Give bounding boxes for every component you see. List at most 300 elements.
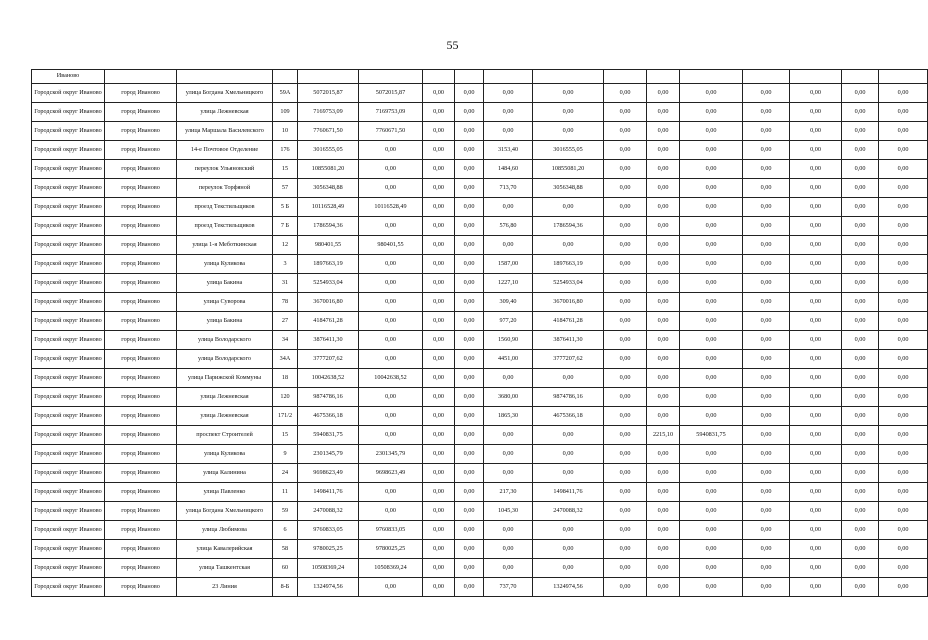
- table-cell: 0,00: [604, 445, 647, 464]
- table-cell: 0,00: [359, 388, 423, 407]
- table-cell: 0,00: [680, 84, 743, 103]
- table-cell: 0,00: [680, 331, 743, 350]
- table-cell: 9: [273, 445, 298, 464]
- table-row: [32, 559, 928, 578]
- table-cell: 2215,10: [647, 426, 680, 445]
- table-cell: 713,70: [484, 179, 533, 198]
- table-cell: 34: [273, 331, 298, 350]
- table-cell: улица Лежневская: [177, 388, 273, 407]
- table-cell: 0,00: [423, 293, 455, 312]
- table-cell: 9698623,49: [359, 464, 423, 483]
- table-cell: город Иваново: [105, 84, 177, 103]
- table-cell: 1786594,36: [298, 217, 359, 236]
- table-cell: 0,00: [423, 350, 455, 369]
- table-cell: 0,00: [423, 559, 455, 578]
- table-row: [32, 407, 928, 426]
- table-cell: 0,00: [484, 122, 533, 141]
- table-cell: 0,00: [423, 426, 455, 445]
- table-row: [32, 293, 928, 312]
- table-cell: 5940831,75: [298, 426, 359, 445]
- table-row: [32, 236, 928, 255]
- table-cell: 0,00: [879, 502, 928, 521]
- table-cell: город Иваново: [105, 312, 177, 331]
- table-row: [32, 160, 928, 179]
- table-cell: 9874786,16: [298, 388, 359, 407]
- table-cell: 5254933,04: [298, 274, 359, 293]
- table-cell: город Иваново: [105, 369, 177, 388]
- table-cell: 0,00: [604, 103, 647, 122]
- table-cell: 7169753,09: [298, 103, 359, 122]
- table-cell: 0,00: [647, 236, 680, 255]
- table-cell: город Иваново: [105, 521, 177, 540]
- table-cell: 0,00: [879, 236, 928, 255]
- table-cell: 0,00: [790, 559, 842, 578]
- table-cell: 0,00: [879, 521, 928, 540]
- table-cell: 0,00: [842, 255, 879, 274]
- table-cell: 0,00: [455, 426, 484, 445]
- table-cell: 0,00: [604, 388, 647, 407]
- table-cell: 0,00: [484, 369, 533, 388]
- table-cell: 0,00: [743, 388, 790, 407]
- table-cell: 0,00: [790, 293, 842, 312]
- table-cell: 0,00: [604, 274, 647, 293]
- table-cell: [879, 70, 928, 84]
- table-cell: 0,00: [647, 84, 680, 103]
- table-cell: 0,00: [790, 179, 842, 198]
- table-cell: 2470088,32: [298, 502, 359, 521]
- table-cell: 10855081,20: [298, 160, 359, 179]
- table-cell: 0,00: [743, 559, 790, 578]
- table-cell: 4184761,28: [298, 312, 359, 331]
- table-cell: улица Володарского: [177, 350, 273, 369]
- table-cell: 0,00: [680, 483, 743, 502]
- table-cell: 0,00: [743, 331, 790, 350]
- table-cell: 24: [273, 464, 298, 483]
- table-row: [32, 179, 928, 198]
- table-cell: 0,00: [790, 255, 842, 274]
- table-cell: [743, 70, 790, 84]
- table-cell: 0,00: [790, 274, 842, 293]
- table-cell: 0,00: [647, 293, 680, 312]
- table-cell: 0,00: [423, 369, 455, 388]
- table-cell: 0,00: [743, 464, 790, 483]
- table-cell: 309,40: [484, 293, 533, 312]
- table-cell: 0,00: [680, 540, 743, 559]
- table-row: [32, 274, 928, 293]
- table-cell: 0,00: [484, 236, 533, 255]
- table-cell: 0,00: [790, 369, 842, 388]
- table-cell: 0,00: [533, 84, 604, 103]
- table-cell: [359, 70, 423, 84]
- table-cell: 0,00: [743, 312, 790, 331]
- table-cell: город Иваново: [105, 274, 177, 293]
- table-cell: 0,00: [842, 426, 879, 445]
- table-cell: 0,00: [680, 578, 743, 597]
- table-cell: 5072015,87: [298, 84, 359, 103]
- table-cell: 3670016,80: [298, 293, 359, 312]
- table-cell: 10042638,52: [298, 369, 359, 388]
- table-cell: улица Ташкентская: [177, 559, 273, 578]
- table-cell: 171/2: [273, 407, 298, 426]
- table-cell: 0,00: [423, 388, 455, 407]
- table-cell: [423, 70, 455, 84]
- table-cell: 0,00: [604, 217, 647, 236]
- table-cell: [842, 70, 879, 84]
- table-cell: город Иваново: [105, 559, 177, 578]
- table-cell: 0,00: [423, 445, 455, 464]
- table-cell: город Иваново: [105, 141, 177, 160]
- table-cell: 0,00: [790, 141, 842, 160]
- table-cell: город Иваново: [105, 103, 177, 122]
- table-cell: 0,00: [423, 179, 455, 198]
- table-cell: 0,00: [879, 464, 928, 483]
- table-cell: 0,00: [604, 236, 647, 255]
- table-cell: 176: [273, 141, 298, 160]
- table-cell: 0,00: [680, 388, 743, 407]
- table-cell: 0,00: [484, 540, 533, 559]
- table-cell: 0,00: [879, 426, 928, 445]
- table-cell: Городской округ Иваново: [32, 160, 105, 179]
- table-cell: 0,00: [743, 141, 790, 160]
- table-cell: улица Куликова: [177, 445, 273, 464]
- table-cell: город Иваново: [105, 540, 177, 559]
- table-cell: Городской округ Иваново: [32, 274, 105, 293]
- table-cell: 3680,00: [484, 388, 533, 407]
- table-cell: 0,00: [842, 445, 879, 464]
- table-cell: 0,00: [423, 540, 455, 559]
- table-cell: Городской округ Иваново: [32, 350, 105, 369]
- table-cell: 10116528,49: [359, 198, 423, 217]
- table-row: [32, 502, 928, 521]
- table-cell: 0,00: [533, 426, 604, 445]
- table-cell: 0,00: [359, 293, 423, 312]
- table-cell: 0,00: [842, 388, 879, 407]
- table-cell: 0,00: [455, 255, 484, 274]
- table-cell: 0,00: [455, 293, 484, 312]
- table-cell: 0,00: [879, 179, 928, 198]
- table-cell: 0,00: [455, 540, 484, 559]
- table-cell: 0,00: [604, 160, 647, 179]
- table-cell: 0,00: [790, 407, 842, 426]
- table-cell: 10116528,49: [298, 198, 359, 217]
- table-cell: 1498411,76: [298, 483, 359, 502]
- table-cell: Городской округ Иваново: [32, 426, 105, 445]
- table-cell: 6: [273, 521, 298, 540]
- table-cell: 0,00: [842, 559, 879, 578]
- table-cell: 0,00: [455, 521, 484, 540]
- table-cell: Городской округ Иваново: [32, 464, 105, 483]
- table-cell: 0,00: [423, 502, 455, 521]
- table-cell: 0,00: [455, 198, 484, 217]
- table-cell: 0,00: [842, 103, 879, 122]
- table-cell: 0,00: [604, 350, 647, 369]
- table-cell: 15: [273, 426, 298, 445]
- table-cell: 0,00: [647, 483, 680, 502]
- table-cell: город Иваново: [105, 445, 177, 464]
- table-cell: 0,00: [604, 540, 647, 559]
- table-cell: 0,00: [423, 160, 455, 179]
- table-row: [32, 578, 928, 597]
- table-cell: улица Кавалерийская: [177, 540, 273, 559]
- table-cell: 0,00: [647, 103, 680, 122]
- table-cell: 0,00: [359, 483, 423, 502]
- table-cell: 0,00: [455, 331, 484, 350]
- table-cell: 0,00: [604, 198, 647, 217]
- table-cell: 0,00: [680, 464, 743, 483]
- table-cell: 57: [273, 179, 298, 198]
- table-cell: 0,00: [842, 483, 879, 502]
- table-cell: 109: [273, 103, 298, 122]
- table-cell: город Иваново: [105, 160, 177, 179]
- table-cell: [298, 70, 359, 84]
- table-cell: 14-е Почтовое Отделение: [177, 141, 273, 160]
- table-cell: 23 Линия: [177, 578, 273, 597]
- table-cell: город Иваново: [105, 236, 177, 255]
- table-cell: 0,00: [359, 274, 423, 293]
- table-cell: 0,00: [647, 122, 680, 141]
- table-cell: 120: [273, 388, 298, 407]
- table-cell: 0,00: [879, 369, 928, 388]
- table-cell: 9780025,25: [298, 540, 359, 559]
- table-cell: 0,00: [743, 179, 790, 198]
- table-cell: 0,00: [842, 369, 879, 388]
- table-cell: 0,00: [842, 540, 879, 559]
- table-cell: 0,00: [359, 426, 423, 445]
- table-cell: 0,00: [455, 122, 484, 141]
- table-cell: 0,00: [680, 369, 743, 388]
- table-cell: 0,00: [423, 464, 455, 483]
- table-cell: 0,00: [359, 217, 423, 236]
- table-cell: 0,00: [879, 274, 928, 293]
- table-cell: 0,00: [604, 122, 647, 141]
- table-cell: 0,00: [790, 426, 842, 445]
- table-cell: 0,00: [842, 464, 879, 483]
- table-cell: 0,00: [423, 236, 455, 255]
- table-cell: 0,00: [743, 521, 790, 540]
- table-cell: улица Володарского: [177, 331, 273, 350]
- table-cell: 10508369,24: [359, 559, 423, 578]
- table-cell: 0,00: [743, 84, 790, 103]
- table-cell: 1484,60: [484, 160, 533, 179]
- table-row: [32, 255, 928, 274]
- table-cell: 0,00: [455, 559, 484, 578]
- table-cell: 0,00: [423, 198, 455, 217]
- table-row: [32, 464, 928, 483]
- table-cell: 0,00: [423, 141, 455, 160]
- table-cell: 10042638,52: [359, 369, 423, 388]
- table-cell: 3876411,30: [298, 331, 359, 350]
- table-cell: 0,00: [455, 464, 484, 483]
- table-cell: [680, 70, 743, 84]
- table-cell: 0,00: [647, 274, 680, 293]
- table-cell: 0,00: [604, 578, 647, 597]
- table-cell: улица 1-я Меботкинская: [177, 236, 273, 255]
- table-cell: 15: [273, 160, 298, 179]
- table-cell: [647, 70, 680, 84]
- table-cell: 0,00: [743, 426, 790, 445]
- table-cell: [790, 70, 842, 84]
- repair-registry-table: [31, 69, 928, 597]
- table-cell: 0,00: [680, 293, 743, 312]
- table-cell: 0,00: [604, 312, 647, 331]
- table-cell: 0,00: [359, 179, 423, 198]
- table-cell: 0,00: [533, 559, 604, 578]
- table-cell: улица Маршала Василевского: [177, 122, 273, 141]
- table-cell: 0,00: [455, 141, 484, 160]
- table-cell: 4675366,18: [533, 407, 604, 426]
- table-cell: 0,00: [790, 103, 842, 122]
- table-cell: 576,80: [484, 217, 533, 236]
- table-cell: 9698623,49: [298, 464, 359, 483]
- table-cell: город Иваново: [105, 388, 177, 407]
- table-cell: 9780025,25: [359, 540, 423, 559]
- table-cell: 31: [273, 274, 298, 293]
- table-cell: улица Бакина: [177, 274, 273, 293]
- table-row: [32, 426, 928, 445]
- table-cell: 0,00: [359, 350, 423, 369]
- table-cell: 0,00: [455, 578, 484, 597]
- table-cell: 0,00: [455, 388, 484, 407]
- table-cell: 0,00: [743, 217, 790, 236]
- table-cell: 0,00: [879, 160, 928, 179]
- table-cell: 0,00: [680, 274, 743, 293]
- table-cell: Городской округ Иваново: [32, 540, 105, 559]
- table-cell: 0,00: [423, 521, 455, 540]
- table-cell: улица Богдана Хмельницкого: [177, 502, 273, 521]
- table-cell: 0,00: [790, 350, 842, 369]
- table-cell: 0,00: [879, 312, 928, 331]
- table-cell: 1587,00: [484, 255, 533, 274]
- table-cell: 0,00: [359, 312, 423, 331]
- table-cell: 0,00: [423, 312, 455, 331]
- table-cell: 0,00: [842, 160, 879, 179]
- table-cell: 0,00: [533, 236, 604, 255]
- table-cell: 0,00: [423, 483, 455, 502]
- table-cell: Городской округ Иваново: [32, 198, 105, 217]
- table-cell: 0,00: [790, 540, 842, 559]
- table-cell: 0,00: [680, 255, 743, 274]
- table-cell: улица Лежневская: [177, 407, 273, 426]
- table-cell: 0,00: [680, 407, 743, 426]
- table-cell: город Иваново: [105, 464, 177, 483]
- table-cell: Городской округ Иваново: [32, 84, 105, 103]
- table-cell: 0,00: [647, 464, 680, 483]
- table-cell: 0,00: [680, 122, 743, 141]
- table-row: [32, 350, 928, 369]
- table-cell: 980401,55: [359, 236, 423, 255]
- table-cell: город Иваново: [105, 198, 177, 217]
- table-cell: 0,00: [680, 350, 743, 369]
- table-cell: 0,00: [484, 464, 533, 483]
- table-cell: 59А: [273, 84, 298, 103]
- table-cell: Городской округ Иваново: [32, 578, 105, 597]
- table-cell: 0,00: [842, 84, 879, 103]
- table-cell: 0,00: [604, 179, 647, 198]
- table-cell: 3153,40: [484, 141, 533, 160]
- table-cell: 0,00: [842, 198, 879, 217]
- table-cell: 0,00: [879, 198, 928, 217]
- table-cell: 0,00: [790, 464, 842, 483]
- table-cell: 9760833,05: [298, 521, 359, 540]
- table-cell: 0,00: [743, 578, 790, 597]
- table-cell: 0,00: [879, 293, 928, 312]
- table-cell: 0,00: [484, 445, 533, 464]
- table-cell: 0,00: [879, 255, 928, 274]
- table-cell: 0,00: [455, 350, 484, 369]
- table-cell: 0,00: [604, 521, 647, 540]
- table-cell: 3016555,05: [298, 141, 359, 160]
- table-row: [32, 388, 928, 407]
- table-row: [32, 84, 928, 103]
- table-cell: 0,00: [842, 141, 879, 160]
- table-cell: город Иваново: [105, 483, 177, 502]
- table-cell: 0,00: [484, 426, 533, 445]
- table-cell: 7760671,50: [298, 122, 359, 141]
- table-cell: проспект Строителей: [177, 426, 273, 445]
- table-cell: 0,00: [680, 217, 743, 236]
- table-cell: 0,00: [842, 407, 879, 426]
- table-cell: 0,00: [423, 274, 455, 293]
- table-cell: город Иваново: [105, 350, 177, 369]
- table-cell: улица Суворова: [177, 293, 273, 312]
- table-cell: 0,00: [790, 502, 842, 521]
- table-cell: 0,00: [743, 236, 790, 255]
- table-cell: 0,00: [842, 179, 879, 198]
- table-row: [32, 331, 928, 350]
- table-row: [32, 122, 928, 141]
- table-cell: город Иваново: [105, 179, 177, 198]
- table-cell: 0,00: [604, 331, 647, 350]
- table-cell: 0,00: [743, 160, 790, 179]
- table-cell: 0,00: [604, 293, 647, 312]
- table-cell: 0,00: [533, 103, 604, 122]
- table-cell: Городской округ Иваново: [32, 236, 105, 255]
- table-cell: 0,00: [647, 141, 680, 160]
- table-cell: 0,00: [647, 312, 680, 331]
- table-cell: 0,00: [647, 179, 680, 198]
- table-cell: город Иваново: [105, 122, 177, 141]
- table-cell: 0,00: [790, 236, 842, 255]
- table-row: [32, 141, 928, 160]
- table-cell: 0,00: [743, 540, 790, 559]
- table-cell: 3016555,05: [533, 141, 604, 160]
- table-cell: 0,00: [484, 84, 533, 103]
- table-cell: 0,00: [842, 236, 879, 255]
- table-cell: город Иваново: [105, 578, 177, 597]
- table-cell: 0,00: [533, 369, 604, 388]
- table-row: [32, 312, 928, 331]
- table-cell: 0,00: [423, 217, 455, 236]
- table-cell: 0,00: [647, 217, 680, 236]
- table-cell: Городской округ Иваново: [32, 559, 105, 578]
- table-cell: 34А: [273, 350, 298, 369]
- table-cell: Городской округ Иваново: [32, 388, 105, 407]
- page-number: 55: [446, 38, 459, 52]
- table-cell: 0,00: [647, 502, 680, 521]
- table-cell: 0,00: [647, 540, 680, 559]
- table-row: [32, 217, 928, 236]
- table-cell: 0,00: [879, 388, 928, 407]
- table-cell: 0,00: [359, 160, 423, 179]
- table-cell: 0,00: [484, 103, 533, 122]
- table-cell: 78: [273, 293, 298, 312]
- table-cell: 0,00: [879, 445, 928, 464]
- table-cell: [105, 70, 177, 84]
- table-cell: [604, 70, 647, 84]
- table-cell: Городской округ Иваново: [32, 502, 105, 521]
- table-row: [32, 445, 928, 464]
- table-cell: 3777207,62: [533, 350, 604, 369]
